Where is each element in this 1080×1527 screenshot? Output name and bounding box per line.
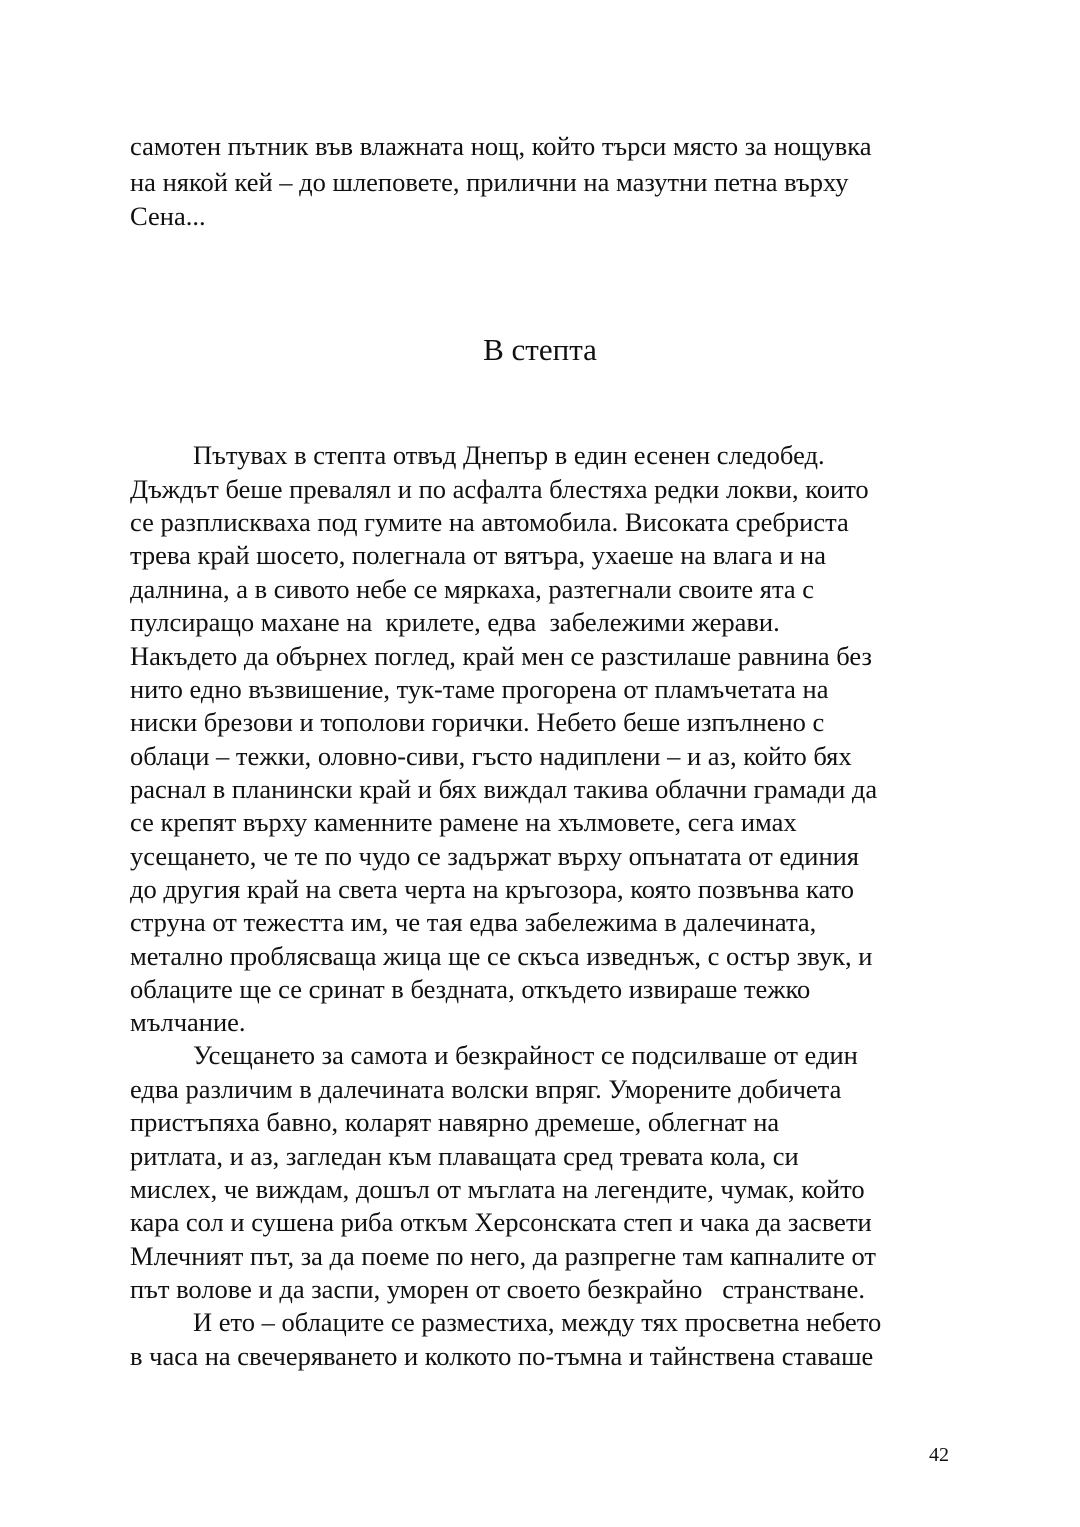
paragraph-line: усещането, че те по чудо се задържат върху опънатата от единия <box>130 841 859 871</box>
chapter-title: В степта <box>483 332 597 367</box>
paragraph-line: струна от тежестта им, че тая едва забележима в далечината, <box>130 907 817 937</box>
paragraph-line: метално проблясваща жица ще се скъса изведнъж, с остър звук, и <box>130 941 873 971</box>
paragraph-line: раснал в планински край и бях виждал такива облачни грамади да <box>130 774 878 804</box>
paragraph-line: Дъждът беше превалял и по асфалта блестяха редки локви, които <box>130 474 869 504</box>
intro-line: на някой кей – до шлеповете, прилични на мазутни петна върху <box>130 167 849 197</box>
paragraph-line: мълчание. <box>130 1007 246 1037</box>
intro-line: самотен пътник във влажната нощ, който търси място за нощувка <box>130 131 872 161</box>
paragraph-line: Накъдето да обърнех поглед, край мен се разстилаше равнина без <box>130 641 872 671</box>
paragraph-line: ниски брезови и тополови горички. Небето беше изпълнено с <box>130 707 825 737</box>
paragraph-line: кара сол и сушена риба откъм Херсонската степ и чака да засвети <box>130 1207 872 1237</box>
paragraph-line: до другия край на света черта на кръгозора, която позвънва като <box>130 874 855 904</box>
paragraph-line: ритлата, и аз, загледан към плаващата сред тревата кола, си <box>130 1141 799 1171</box>
paragraph-line: трева край шосето, полегнала от вятъра, ухаеше на влага и на <box>130 540 826 570</box>
paragraph-line: Млечният път, за да поеме по него, да разпрегне там капналите от <box>130 1241 876 1271</box>
paragraph-line: пристъпяха бавно, коларят навярно дремеше, облегнат на <box>130 1107 780 1137</box>
paragraph-line: едва различим в далечината волски впряг. Уморените добичета <box>130 1074 842 1104</box>
paragraph-line: Усещането за самота и безкрайност се подсилваше от един <box>193 1040 858 1070</box>
paragraph-line: нито едно възвишение, тук-таме прогорена от пламъчетата на <box>130 674 829 704</box>
paragraph-line: облаци – тежки, оловно-сиви, гъсто надиплени – и аз, който бях <box>130 741 852 771</box>
paragraph-line: И ето – облаците се разместиха, между тях просветна небето <box>193 1307 882 1337</box>
paragraph-line: Пътувах в степта отвъд Днепър в един есенен следобед. <box>193 440 825 470</box>
page-number: 42 <box>929 1444 949 1466</box>
paragraph-line: пулсиращо махане на крилете, едва забележими жерави. <box>130 607 780 637</box>
paragraph-line: се крепят върху каменните рамене на хълмовете, сега имах <box>130 807 797 837</box>
intro-line: Сена... <box>130 201 206 231</box>
paragraph-line: мислех, че виждам, дошъл от мъглата на легендите, чумак, който <box>130 1174 865 1204</box>
paragraph-line: път волове и да заспи, уморен от своето безкрайно странстване. <box>130 1274 865 1304</box>
paragraph-line: в часа на свечеряването и колкото по-тъмна и тайнствена ставаше <box>130 1341 874 1371</box>
paragraph-line: облаците ще се сринат в бездната, откъдето извираше тежко <box>130 974 811 1004</box>
paragraph-line: се разплискваха под гумите на автомобила. Високата сребриста <box>130 507 849 537</box>
paragraph-line: далнина, а в сивото небе се мяркаха, разтегнали своите ята с <box>130 574 814 604</box>
